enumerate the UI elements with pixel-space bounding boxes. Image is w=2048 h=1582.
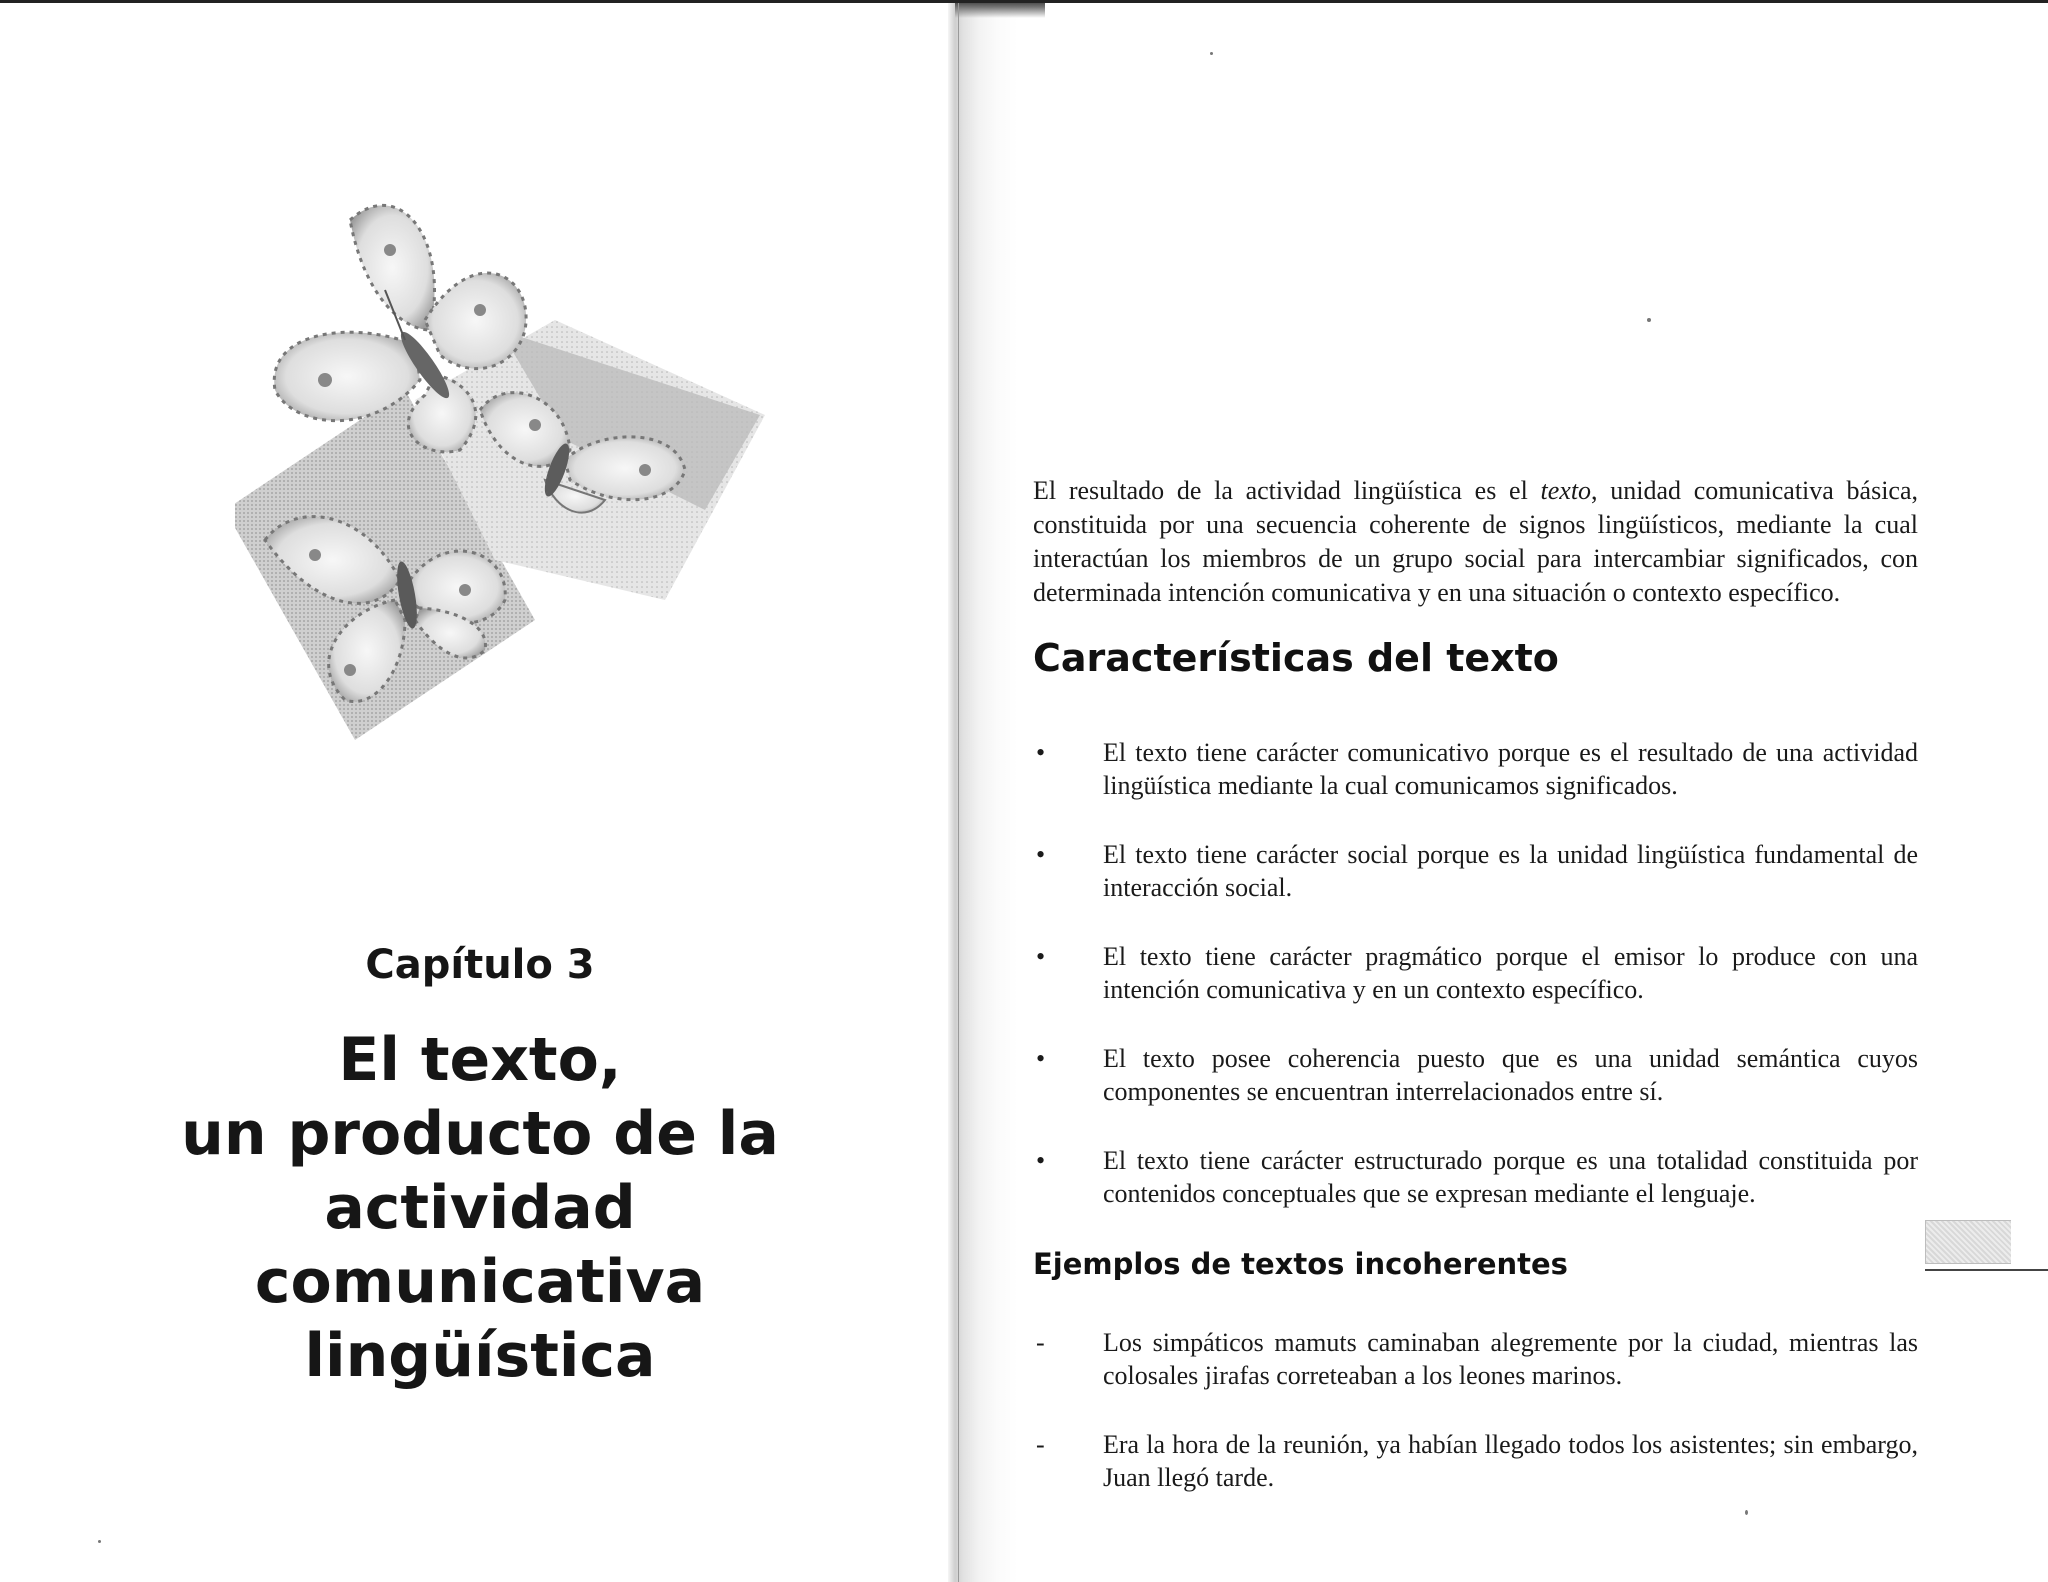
chapter-title-line: comunicativa lingüística [254,1247,706,1391]
examples-heading: Ejemplos de textos incoherentes [1033,1247,1568,1281]
list-item-text: El texto tiene carácter comunicativo porque es el resultado de una actividad lingüística mediante la cual comunicamos significados. [1103,738,1918,800]
bullet-marker: • [1036,1044,1046,1073]
scan-speck [1745,1510,1748,1515]
list-item-text: Los simpáticos mamuts caminaban alegremente por la ciudad, mientras las colosales jirafas correteaban a los leones marinos. [1103,1328,1918,1390]
dash-marker: - [1036,1430,1045,1459]
list-item [1033,736,1918,802]
list-item [1033,1144,1918,1210]
scan-speck [98,1540,101,1543]
list-item [1033,838,1918,904]
bullet-marker: • [1036,1146,1046,1175]
intro-term: texto [1540,476,1592,505]
gutter-fold-line [958,0,959,1582]
intro-text-end: , unidad comunicativa básica, constituida por una secuencia coherente de signos lingüísticos, mediante la cual interactúan los miembros de un grupo social para intercambiar significados, con determinada intención comunicativa y en una situación o contexto específico. [1033,476,1918,607]
intro-paragraph [1033,474,1918,610]
list-item-text: El texto posee coherencia puesto que es una unidad semántica cuyos componentes se encuentran interrelacionados entre sí. [1103,1044,1918,1106]
characteristics-list [1033,736,1918,1246]
bullet-marker: • [1036,738,1046,767]
chapter-title-line: El texto, [338,1025,622,1095]
characteristics-heading: Características del texto [1033,636,1559,680]
top-edge-rule [0,0,2048,3]
examples-list [1033,1326,1918,1530]
list-item-text: Era la hora de la reunión, ya habían llegado todos los asistentes; sin embargo, Juan llegó tarde. [1103,1430,1918,1492]
list-item-text: El texto tiene carácter estructurado porque es una totalidad constituida por contenidos conceptuales que se expresan mediante el lenguaje. [1103,1146,1918,1208]
list-item-text: El texto tiene carácter social porque es la unidad lingüística fundamental de interacción social. [1103,840,1918,902]
bullet-marker: • [1036,942,1046,971]
chapter-label: Capítulo 3 [365,942,595,988]
intro-text-start: El resultado de la actividad lingüística es el [1033,476,1541,505]
butterflies-illustration-icon [235,180,795,760]
scan-speck [1210,52,1213,55]
chapter-title [80,1023,880,1393]
bullet-marker: • [1036,840,1046,869]
list-item [1033,940,1918,1006]
chapter-title-line: un producto de la actividad [181,1099,779,1243]
list-item-text: El texto tiene carácter pragmático porque el emisor lo produce con una intención comunicativa y en un contexto específico. [1103,942,1918,1004]
list-item [1033,1326,1918,1392]
page-edge-tab [1925,1220,2011,1264]
chapter-heading [80,935,880,1393]
list-item [1033,1042,1918,1108]
page-edge-rule [1925,1269,2048,1271]
scan-speck [1647,318,1651,322]
dash-marker: - [1036,1328,1045,1357]
list-item [1033,1428,1918,1494]
